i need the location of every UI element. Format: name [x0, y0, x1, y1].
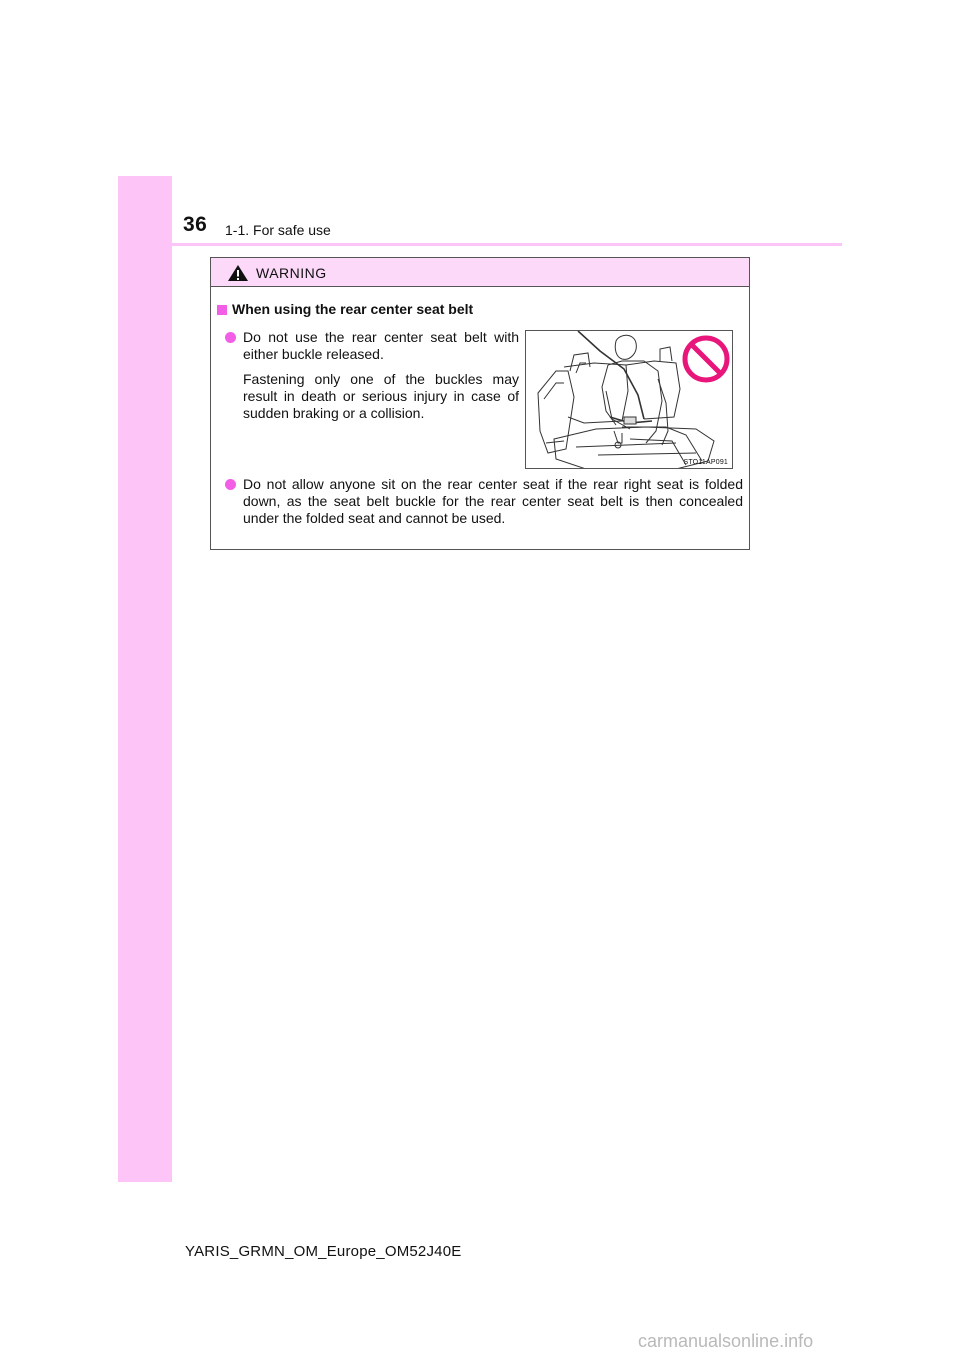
section-title: 1-1. For safe use — [225, 222, 331, 238]
chapter-tab — [118, 176, 172, 1182]
bullet-1-line-2: Fastening only one of the buckles may result in death or serious injury in case of sudden braking or a collision. — [243, 371, 519, 421]
bullet-1-line-1-text: Do not use the rear center seat belt with either buckle released. — [243, 329, 519, 362]
warning-heading-text: When using the rear center seat belt — [232, 301, 474, 317]
page-number: 36 — [183, 213, 208, 236]
rear-seat-illustration — [526, 331, 733, 469]
warning-header — [211, 258, 749, 287]
bullet-item-1 — [225, 329, 519, 422]
warning-triangle-icon — [227, 264, 249, 282]
figure-code: STO11AP091 — [683, 459, 728, 466]
bullet-2-text: Do not allow anyone sit on the rear center seat if the rear right seat is folded down, as the seat belt buckle for the rear center seat belt is then concealed under the folded seat and cannot be used. — [243, 476, 743, 526]
bullet-item-2 — [225, 476, 743, 527]
warning-box — [210, 257, 750, 550]
footer-doc-id: YARIS_GRMN_OM_Europe_OM52J40E — [185, 1243, 462, 1260]
watermark: carmanualsonline.info — [638, 1331, 814, 1351]
square-bullet-icon — [217, 305, 227, 315]
seatbelt-illustration — [525, 330, 733, 469]
round-bullet-icon — [225, 332, 236, 343]
warning-label: WARNING — [256, 265, 327, 281]
bullet-2-text-block — [225, 476, 743, 527]
bullet-1-line-1 — [225, 329, 519, 363]
header-rule — [118, 243, 842, 246]
warning-heading — [217, 301, 473, 317]
round-bullet-icon — [225, 479, 236, 490]
